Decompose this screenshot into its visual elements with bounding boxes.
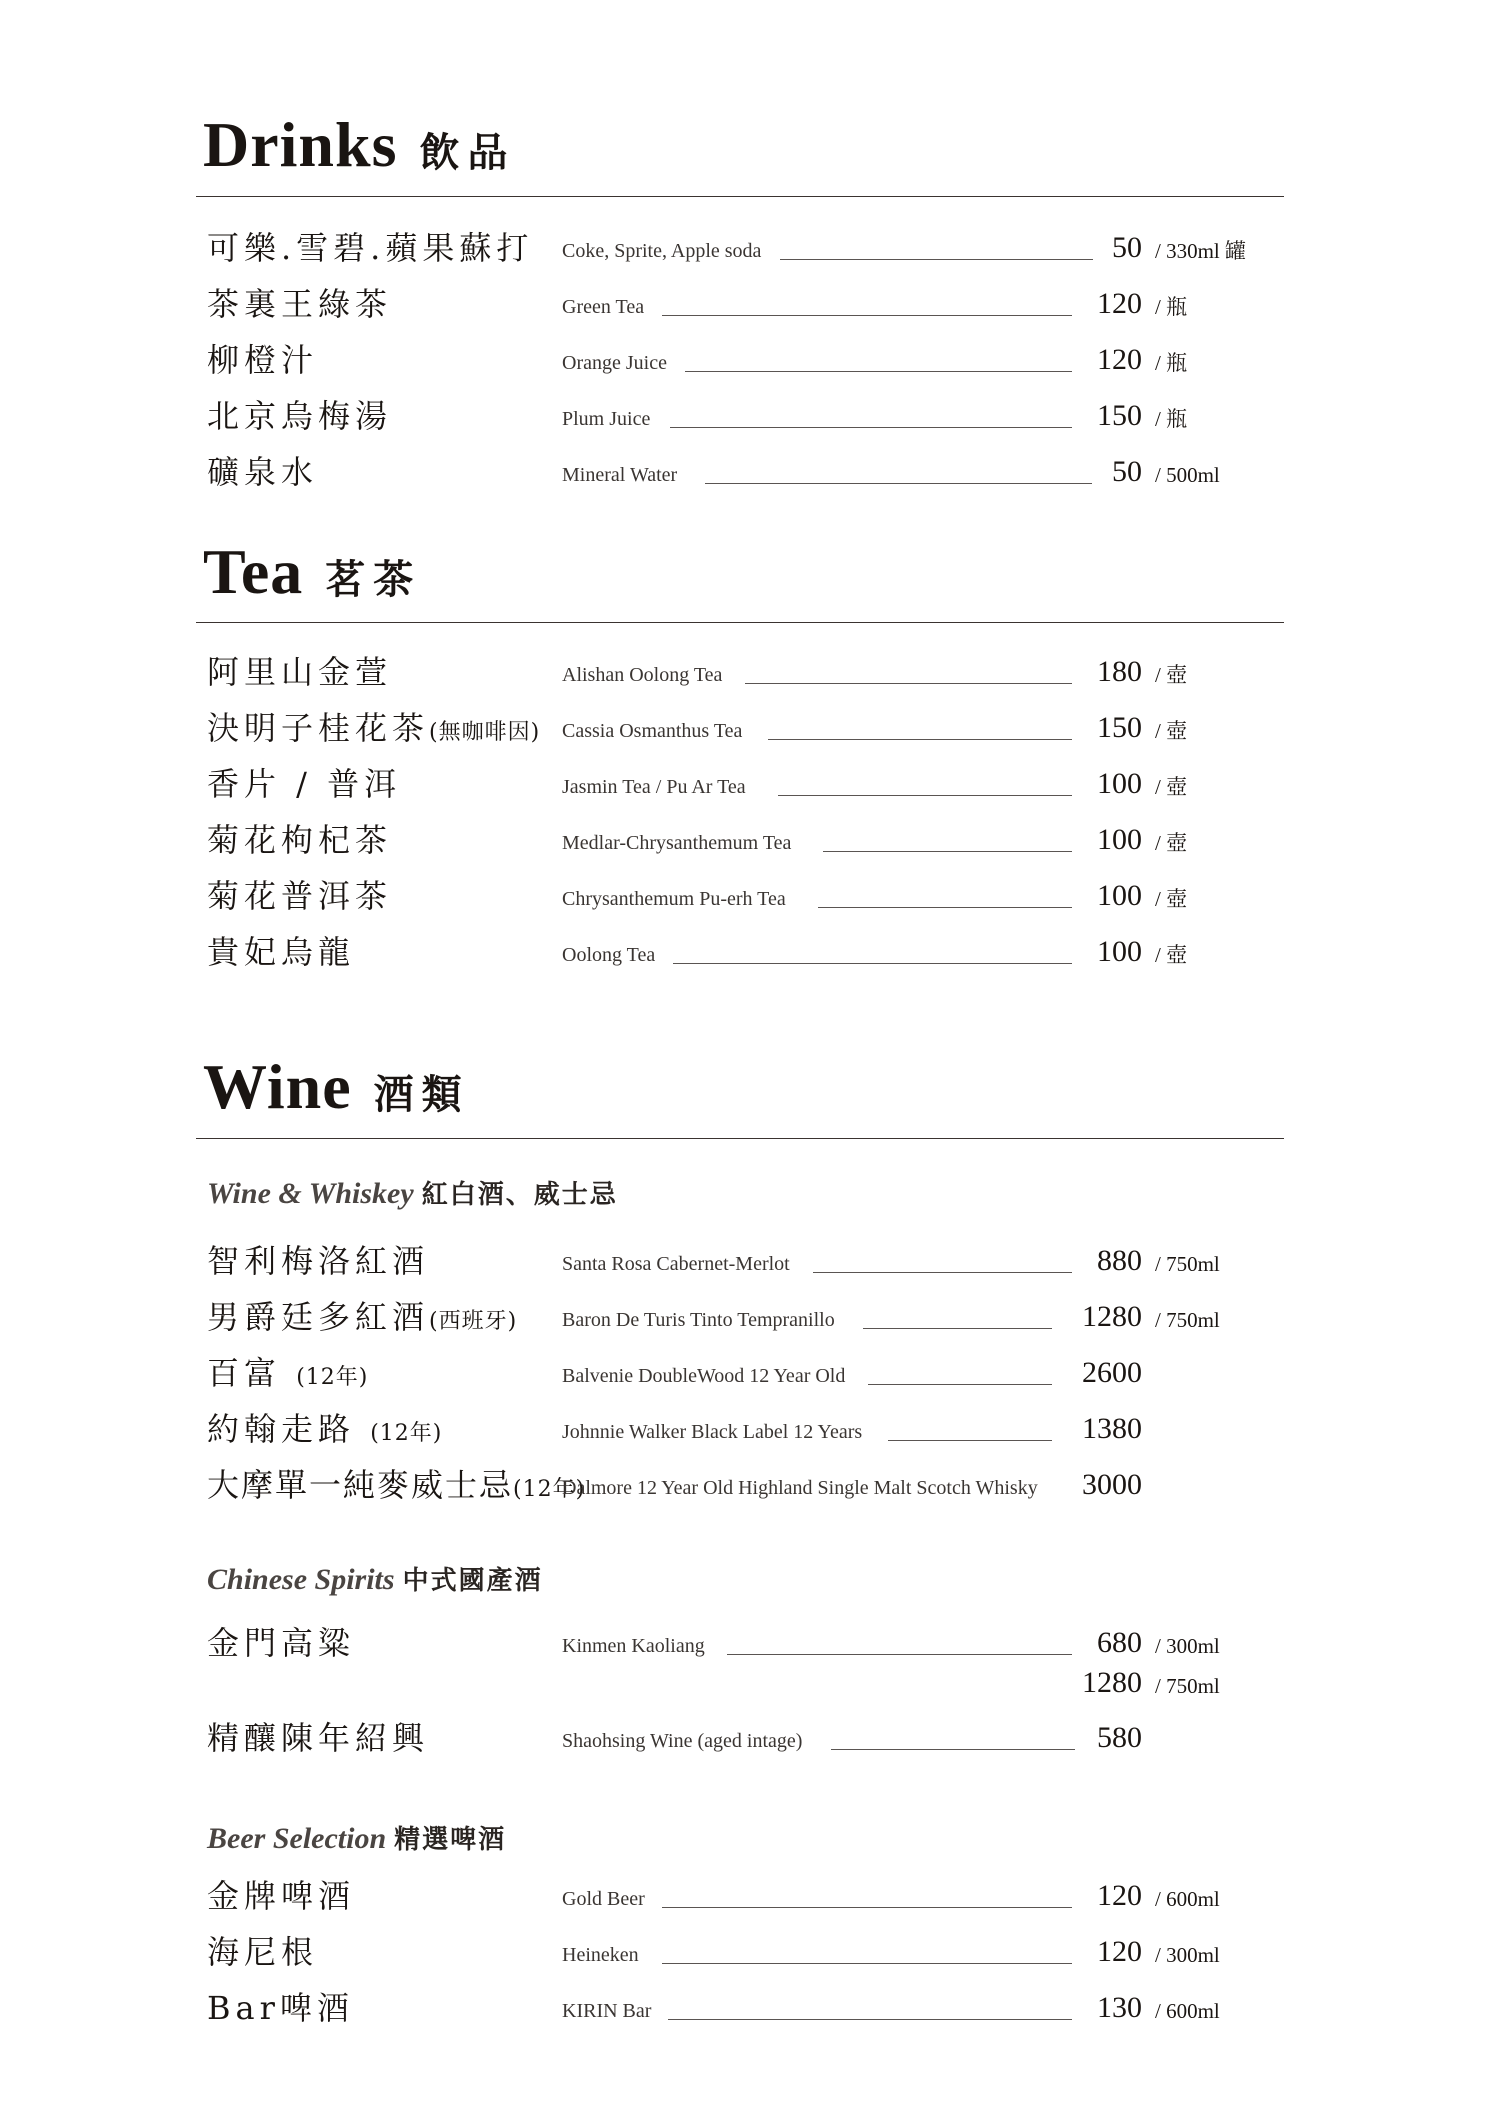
menu-item (0, 1876, 1500, 1926)
item-unit: / 壺 (1155, 719, 1188, 743)
dotted-leader (727, 1654, 1072, 1655)
item-name-en: Santa Rosa Cabernet-Merlot (562, 1253, 790, 1275)
menu-item (0, 764, 1500, 814)
item-name-en: Coke, Sprite, Apple soda (562, 240, 762, 262)
item-price: 150 (1097, 711, 1142, 744)
item-price: 2600 (1082, 1356, 1142, 1389)
item-name-en: Chrysanthemum Pu-erh Tea (562, 888, 786, 910)
menu-item (0, 1988, 1500, 2038)
item-name-en: Johnnie Walker Black Label 12 Years (562, 1421, 863, 1443)
item-name-en: Cassia Osmanthus Tea (562, 720, 743, 742)
dotted-leader (818, 907, 1072, 908)
menu-item (0, 284, 1500, 334)
item-price: 120 (1097, 343, 1142, 376)
wine-section-title (203, 1050, 470, 1124)
item-unit: / 瓶 (1155, 351, 1188, 375)
item-name-zh: 菊花普洱茶 (207, 877, 393, 915)
item-unit: / 壺 (1155, 831, 1188, 855)
item-name-en: Orange Juice (562, 352, 667, 374)
item-price: 100 (1097, 879, 1142, 912)
dotted-leader (868, 1384, 1052, 1385)
item-note: (西班牙) (429, 1309, 518, 1334)
item-name-en: Balvenie DoubleWood 12 Year Old (562, 1365, 846, 1387)
beer-selection-subhead (207, 1819, 506, 1856)
dotted-leader (768, 739, 1072, 740)
item-name-zh: 精釀陳年紹興 (207, 1719, 430, 1757)
item-price: 150 (1097, 399, 1142, 432)
menu-item (0, 1623, 1500, 1713)
dotted-leader (831, 1749, 1075, 1750)
tea-title-en: Tea (203, 536, 304, 607)
item-price: 880 (1097, 1244, 1142, 1277)
item-name-en: Gold Beer (562, 1888, 645, 1910)
tea-section-title (203, 535, 421, 609)
item-note: (無咖啡因) (429, 720, 541, 745)
dotted-leader (780, 259, 1093, 260)
dotted-leader (813, 1272, 1072, 1273)
menu-item (0, 228, 1500, 278)
item-price: 120 (1097, 1879, 1142, 1912)
dotted-leader (778, 795, 1072, 796)
item-note: (12年) (513, 1477, 586, 1502)
item-name-zh: 男爵廷多紅酒(西班牙) (207, 1298, 518, 1336)
item-price: 50 (1112, 455, 1142, 488)
tea-title-zh: 茗茶 (325, 556, 422, 603)
dotted-leader (668, 2019, 1072, 2020)
item-name-zh: 可樂.雪碧.蘋果蘇打 (207, 229, 534, 267)
menu-item (0, 820, 1500, 870)
subhead-en: Wine & Whiskey (207, 1177, 414, 1210)
drinks-title-zh: 飲品 (419, 129, 516, 176)
item-price: 100 (1097, 767, 1142, 800)
menu-item (0, 452, 1500, 502)
item-name-zh: 菊花枸杞茶 (207, 821, 393, 859)
item-unit: / 壺 (1155, 663, 1188, 687)
item-price: 120 (1097, 1935, 1142, 1968)
item-price: 1380 (1082, 1412, 1142, 1445)
item-unit: / 壺 (1155, 775, 1188, 799)
item-price: 580 (1097, 1721, 1142, 1754)
item-name-zh: 海尼根 (207, 1933, 319, 1971)
item-name-zh: 約翰走路 (12年) (207, 1410, 443, 1448)
item-note: (12年) (370, 1421, 443, 1446)
item-unit-alt: / 750ml (1155, 1674, 1220, 1698)
item-price: 50 (1112, 231, 1142, 264)
item-name-en: Shaohsing Wine (aged intage) (562, 1730, 803, 1752)
dotted-leader (685, 371, 1072, 372)
item-name-en: Jasmin Tea / Pu Ar Tea (562, 776, 746, 798)
item-name-zh: 北京烏梅湯 (207, 397, 393, 435)
wine-title-en: Wine (203, 1051, 352, 1122)
dotted-leader (662, 1907, 1072, 1908)
item-price: 130 (1097, 1991, 1142, 2024)
item-name-zh: 柳橙汁 (207, 341, 319, 379)
item-note: (12年) (296, 1365, 369, 1390)
dotted-leader (662, 1963, 1072, 1964)
item-unit: / 500ml (1155, 463, 1220, 487)
item-price: 120 (1097, 287, 1142, 320)
dotted-leader (888, 1440, 1052, 1441)
item-name-zh: 百富 (12年) (207, 1354, 369, 1392)
item-unit: / 瓶 (1155, 407, 1188, 431)
menu-item (0, 396, 1500, 446)
wine-title-zh: 酒類 (373, 1071, 470, 1118)
dotted-leader (745, 683, 1072, 684)
menu-item (0, 340, 1500, 390)
menu-item (0, 652, 1500, 702)
menu-item (0, 932, 1500, 982)
item-price: 1280 (1082, 1300, 1142, 1333)
wine-divider (196, 1138, 1284, 1139)
item-unit: / 300ml (1155, 1943, 1220, 1967)
item-name-en: Heineken (562, 1944, 639, 1966)
subhead-zh: 中式國產酒 (402, 1566, 543, 1596)
item-name-en: Plum Juice (562, 408, 651, 430)
dotted-leader (705, 483, 1092, 484)
subhead-en: Chinese Spirits (207, 1563, 395, 1596)
item-name-zh: 礦泉水 (207, 453, 319, 491)
item-name-en: KIRIN Bar (562, 2000, 652, 2022)
drinks-divider (196, 196, 1284, 197)
drinks-section-title (203, 108, 516, 182)
item-name-en: Medlar-Chrysanthemum Tea (562, 832, 792, 854)
item-name-zh: 茶裏王綠茶 (207, 285, 393, 323)
item-name-zh: 金牌啤酒 (207, 1877, 356, 1915)
item-name-zh: 決明子桂花茶(無咖啡因) (207, 709, 541, 747)
item-name-zh: Bar啤酒 (207, 1989, 354, 2027)
item-name-en: Baron De Turis Tinto Tempranillo (562, 1309, 835, 1331)
menu-item (0, 1297, 1500, 1347)
item-price: 100 (1097, 823, 1142, 856)
item-name-en: Dalmore 12 Year Old Highland Single Malt Scotch Whisky (562, 1477, 1038, 1499)
item-unit: / 600ml (1155, 1887, 1220, 1911)
menu-item (0, 1932, 1500, 1982)
dotted-leader (670, 427, 1072, 428)
subhead-zh: 精選啤酒 (394, 1825, 507, 1855)
item-unit: / 瓶 (1155, 295, 1188, 319)
item-name-zh: 大摩單一純麥威士忌(12年) (207, 1466, 586, 1504)
item-price: 100 (1097, 935, 1142, 968)
item-unit: / 壺 (1155, 887, 1188, 911)
item-unit: / 300ml (1155, 1634, 1220, 1658)
item-name-zh: 貴妃烏龍 (207, 933, 356, 971)
wine-whiskey-subhead (207, 1174, 618, 1211)
menu-item (0, 1409, 1500, 1459)
item-unit: / 750ml (1155, 1252, 1220, 1276)
item-name-zh: 香片 / 普洱 (207, 765, 402, 803)
item-name-zh: 金門高粱 (207, 1624, 356, 1662)
item-price: 680 (1097, 1626, 1142, 1659)
item-name-zh: 智利梅洛紅酒 (207, 1242, 430, 1280)
menu-item (0, 1241, 1500, 1291)
tea-divider (196, 622, 1284, 623)
menu-item (0, 708, 1500, 758)
item-unit: / 壺 (1155, 943, 1188, 967)
dotted-leader (662, 315, 1072, 316)
menu-item (0, 1465, 1500, 1515)
item-price: 180 (1097, 655, 1142, 688)
menu-item (0, 1353, 1500, 1403)
item-unit: / 750ml (1155, 1308, 1220, 1332)
dotted-leader (673, 963, 1072, 964)
item-name-en: Oolong Tea (562, 944, 656, 966)
item-name-en: Green Tea (562, 296, 645, 318)
dotted-leader (823, 851, 1072, 852)
subhead-zh: 紅白酒、威士忌 (421, 1180, 618, 1210)
item-unit: / 330ml 罐 (1155, 239, 1247, 263)
item-name-en: Kinmen Kaoliang (562, 1635, 705, 1657)
item-name-en: Mineral Water (562, 464, 678, 486)
item-price: 3000 (1082, 1468, 1142, 1501)
item-name-zh: 阿里山金萱 (207, 653, 393, 691)
drinks-title-en: Drinks (203, 109, 398, 180)
subhead-en: Beer Selection (207, 1822, 387, 1855)
item-name-en: Alishan Oolong Tea (562, 664, 723, 686)
chinese-spirits-subhead (207, 1560, 543, 1597)
dotted-leader (863, 1328, 1052, 1329)
menu-item (0, 876, 1500, 926)
item-unit: / 600ml (1155, 1999, 1220, 2023)
item-price-alt: 1280 (1082, 1666, 1142, 1699)
menu-item (0, 1718, 1500, 1768)
